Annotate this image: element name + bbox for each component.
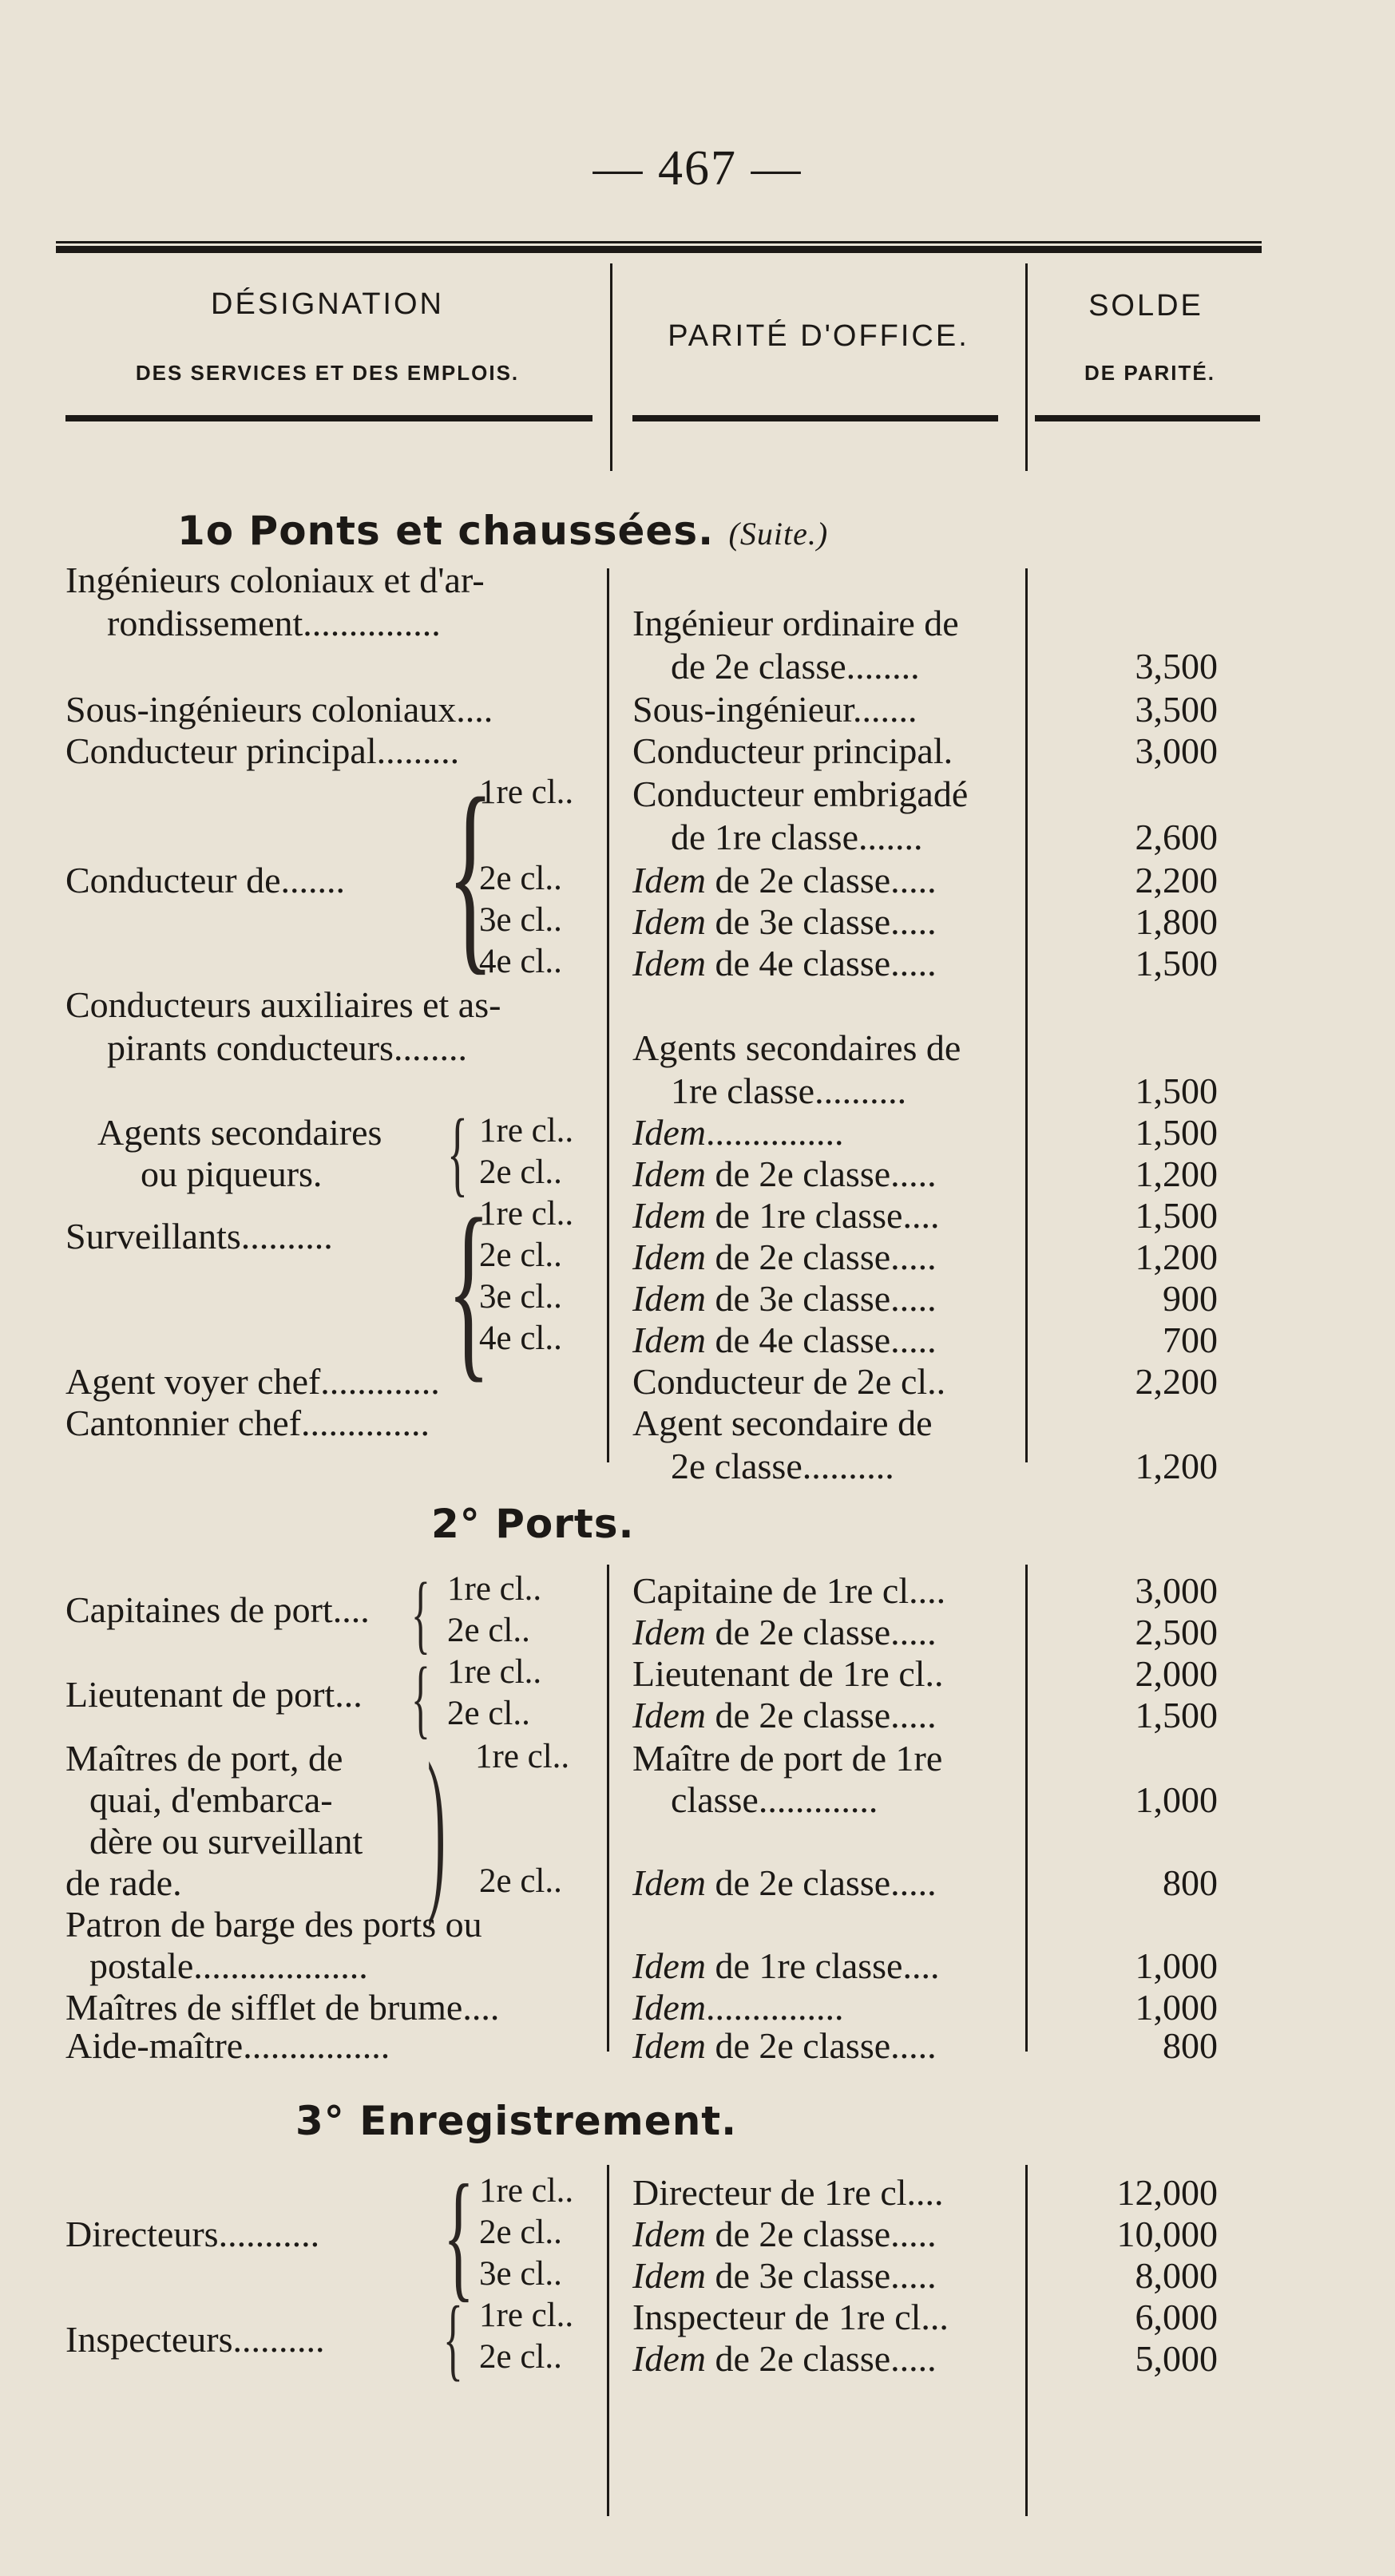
row-class: 2e cl.. — [479, 2214, 562, 2251]
brace-lieutenant: { — [411, 1649, 430, 1747]
row-amount: 1,200 — [1135, 1237, 1218, 1277]
row-class: 1re cl.. — [479, 2297, 574, 2334]
row-parite: Conducteur de 2e cl.. — [632, 1361, 946, 1402]
row-class: 1re cl.. — [479, 2172, 574, 2210]
row-class: 4e cl.. — [479, 1320, 562, 1357]
row-amount: 8,000 — [1135, 2255, 1218, 2296]
row-designation: Sous-ingénieurs coloniaux.... — [65, 689, 493, 730]
row-amount: 3,500 — [1135, 689, 1218, 730]
row-amount: 1,000 — [1135, 1779, 1218, 1820]
row-designation: Conducteur de....... — [65, 860, 346, 900]
row-class: 1re cl.. — [447, 1570, 542, 1608]
row-designation: quai, d'embarca- — [89, 1779, 333, 1820]
row-amount: 12,000 — [1116, 2172, 1218, 2213]
section1-rule-right — [1025, 568, 1028, 1462]
row-amount: 1,500 — [1135, 1112, 1218, 1153]
row-parite: Conducteur principal. — [632, 730, 953, 771]
section2-rule-right — [1025, 1565, 1028, 2052]
brace-surveillants: { — [447, 1178, 490, 1399]
row-class: 2e cl.. — [479, 2338, 562, 2376]
brace-maitres: ) — [427, 1725, 446, 1929]
section-title-text: 1o Ponts et chaussées. — [177, 508, 715, 554]
header-designation: DÉSIGNATION — [211, 287, 444, 321]
row-parite: Inspecteur de 1re cl... — [632, 2297, 949, 2337]
row-amount: 700 — [1163, 1320, 1218, 1360]
row-class: 2e cl.. — [447, 1695, 530, 1732]
row-parite: Idem............... — [632, 1112, 844, 1153]
row-class: 1re cl.. — [479, 1195, 574, 1233]
section-subtitle: (Suite.) — [728, 516, 829, 552]
row-parite: Idem de 3e classe..... — [632, 2255, 937, 2296]
row-parite: 1re classe.......... — [671, 1070, 907, 1111]
row-designation: Patron de barge des ports ou — [65, 1904, 482, 1945]
row-parite: Capitaine de 1re cl.... — [632, 1570, 946, 1611]
row-designation: Agents secondaires — [97, 1112, 382, 1153]
row-class: 2e cl.. — [479, 1862, 562, 1900]
row-parite: Idem de 1re classe.... — [632, 1945, 940, 1986]
row-amount: 1,500 — [1135, 1195, 1218, 1236]
brace-inspecteurs: { — [443, 2288, 463, 2389]
row-amount: 3,500 — [1135, 646, 1218, 687]
row-amount: 2,600 — [1135, 817, 1218, 857]
row-designation: pirants conducteurs........ — [107, 1027, 467, 1068]
row-class: 2e cl.. — [479, 1153, 562, 1191]
row-parite: Idem de 2e classe..... — [632, 2338, 937, 2379]
header-rule-1 — [65, 415, 592, 421]
row-class: 4e cl.. — [479, 943, 562, 980]
row-amount: 3,000 — [1135, 730, 1218, 771]
row-amount: 800 — [1163, 1862, 1218, 1903]
header-divider-right — [1025, 263, 1028, 471]
row-designation: Conducteur principal......... — [65, 730, 460, 771]
header-solde: SOLDE — [1088, 289, 1203, 322]
row-class: 1re cl.. — [479, 1112, 574, 1150]
brace-capitaines: { — [411, 1565, 430, 1662]
row-parite: Idem de 2e classe..... — [632, 2214, 937, 2254]
row-parite: Ingénieur ordinaire de — [632, 603, 959, 643]
top-rule-thick — [56, 246, 1262, 253]
row-class: 2e cl.. — [447, 1612, 530, 1649]
row-parite: Agents secondaires de — [632, 1027, 961, 1068]
row-amount: 1,200 — [1135, 1446, 1218, 1486]
row-amount: 5,000 — [1135, 2338, 1218, 2379]
brace-conducteur: { — [447, 754, 494, 993]
row-class: 3e cl.. — [479, 1278, 562, 1316]
row-designation: Conducteurs auxiliaires et as- — [65, 984, 501, 1025]
row-class: 1re cl.. — [447, 1653, 542, 1691]
section-title-ports: 2° Ports. — [431, 1501, 635, 1547]
header-solde-sub: DE PARITÉ. — [1084, 361, 1215, 385]
row-parite: Idem de 2e classe..... — [632, 1237, 937, 1277]
row-amount: 2,000 — [1135, 1653, 1218, 1694]
row-designation: de rade. — [65, 1862, 182, 1903]
row-parite: Idem de 1re classe.... — [632, 1195, 940, 1236]
row-parite: de 1re classe....... — [671, 817, 923, 857]
row-parite: Idem de 3e classe..... — [632, 1278, 937, 1319]
row-amount: 2,500 — [1135, 1612, 1218, 1652]
header-divider-left — [610, 263, 612, 471]
brace-directeurs: { — [443, 2155, 474, 2314]
row-parite: Sous-ingénieur....... — [632, 689, 917, 730]
section-title-ponts — [177, 508, 828, 554]
row-designation: Cantonnier chef.............. — [65, 1403, 430, 1443]
row-parite: 2e classe.......... — [671, 1446, 894, 1486]
row-amount: 10,000 — [1116, 2214, 1218, 2254]
row-parite: Directeur de 1re cl.... — [632, 2172, 944, 2213]
row-parite: Agent secondaire de — [632, 1403, 933, 1443]
row-amount: 1,500 — [1135, 943, 1218, 983]
row-parite: Idem de 2e classe..... — [632, 1612, 937, 1652]
header-designation-sub: DES SERVICES ET DES EMPLOIS. — [135, 361, 520, 385]
row-designation: Aide-maître................ — [65, 2025, 390, 2066]
section1-rule-left — [607, 568, 609, 1462]
row-designation: Capitaines de port.... — [65, 1589, 370, 1630]
row-amount: 2,200 — [1135, 860, 1218, 900]
page-number: — 467 — — [592, 141, 803, 196]
row-parite: Lieutenant de 1re cl.. — [632, 1653, 944, 1694]
row-amount: 900 — [1163, 1278, 1218, 1319]
row-parite: Idem de 2e classe..... — [632, 2025, 937, 2066]
section3-rule-right — [1025, 2165, 1028, 2516]
row-parite: Idem de 2e classe..... — [632, 1695, 937, 1735]
row-amount: 1,200 — [1135, 1153, 1218, 1194]
row-class: 2e cl.. — [479, 860, 562, 897]
header-rule-2 — [632, 415, 998, 421]
section3-rule-left — [607, 2165, 609, 2516]
row-parite: classe............. — [671, 1779, 878, 1820]
row-parite: de 2e classe........ — [671, 646, 920, 687]
row-class: 3e cl.. — [479, 901, 562, 939]
row-amount: 1,500 — [1135, 1070, 1218, 1111]
row-amount: 1,000 — [1135, 1945, 1218, 1986]
row-designation: rondissement............... — [107, 603, 441, 643]
row-class: 3e cl.. — [479, 2255, 562, 2293]
row-designation: Directeurs........... — [65, 2214, 320, 2254]
row-designation: postale................... — [89, 1945, 368, 1986]
row-class: 2e cl.. — [479, 1237, 562, 1274]
row-designation: dère ou surveillant — [89, 1821, 363, 1862]
row-amount: 6,000 — [1135, 2297, 1218, 2337]
section2-rule-left — [607, 1565, 609, 2052]
row-designation: Maîtres de sifflet de brume.... — [65, 1987, 500, 2028]
row-parite: Idem de 4e classe..... — [632, 1320, 937, 1360]
row-class: 1re cl.. — [479, 774, 574, 811]
row-amount: 1,500 — [1135, 1695, 1218, 1735]
row-designation: Surveillants.......... — [65, 1216, 333, 1256]
row-parite: Idem............... — [632, 1987, 844, 2028]
row-amount: 800 — [1163, 2025, 1218, 2066]
row-amount: 2,200 — [1135, 1361, 1218, 1402]
row-parite: Maître de port de 1re — [632, 1738, 943, 1779]
row-designation: Lieutenant de port... — [65, 1674, 363, 1715]
row-parite: Idem de 2e classe..... — [632, 860, 937, 900]
row-designation: Maîtres de port, de — [65, 1738, 343, 1779]
row-parite: Conducteur embrigadé — [632, 774, 969, 814]
row-parite: Idem de 2e classe..... — [632, 1862, 937, 1903]
row-parite: Idem de 3e classe..... — [632, 901, 937, 942]
row-amount: 1,000 — [1135, 1987, 1218, 2028]
header-rule-3 — [1035, 415, 1260, 421]
row-designation: Ingénieurs coloniaux et d'ar- — [65, 560, 485, 600]
row-amount: 1,800 — [1135, 901, 1218, 942]
row-designation: ou piqueurs. — [141, 1153, 323, 1194]
brace-agents: { — [447, 1099, 468, 1205]
row-parite: Idem de 4e classe..... — [632, 943, 937, 983]
header-parite: PARITÉ D'OFFICE. — [668, 319, 969, 353]
row-designation: Inspecteurs.......... — [65, 2319, 325, 2360]
row-designation: Agent voyer chef............. — [65, 1361, 440, 1402]
row-parite: Idem de 2e classe..... — [632, 1153, 937, 1194]
row-class: 1re cl.. — [475, 1738, 570, 1775]
section-title-enregistrement: 3° Enregistrement. — [295, 2098, 738, 2144]
top-rule-thin — [56, 241, 1262, 243]
row-amount: 3,000 — [1135, 1570, 1218, 1611]
